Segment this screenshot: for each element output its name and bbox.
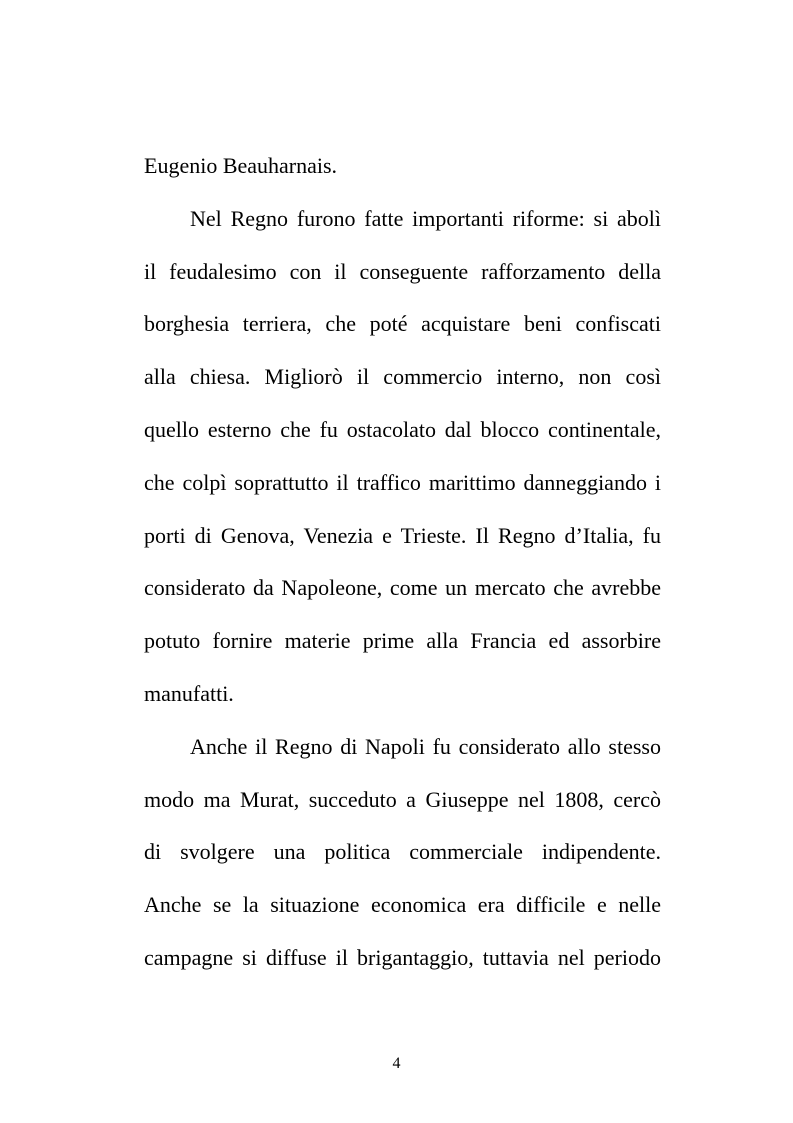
text-line: il feudalesimo con il conseguente rafforzamento della	[144, 258, 661, 284]
text-line: che colpì soprattutto il traffico marittimo danneggiando i	[144, 469, 661, 495]
text-line: campagne si diffuse il brigantaggio, tuttavia nel periodo	[144, 944, 661, 970]
text-line: considerato da Napoleone, come un mercato che avrebbe	[144, 575, 661, 601]
text-line: Eugenio Beauharnais.	[144, 153, 338, 178]
text-line: Nel Regno furono fatte importanti riforme: si abolì	[190, 205, 661, 231]
text-line: Anche se la situazione economica era difficile e nelle	[144, 892, 661, 918]
body-text	[144, 144, 661, 989]
text-line: Anche il Regno di Napoli fu considerato allo stesso	[190, 733, 661, 759]
page-number: 4	[392, 1055, 401, 1072]
text-line: modo ma Murat, succeduto a Giuseppe nel 1808, cercò	[144, 786, 661, 812]
text-line: manufatti.	[144, 680, 234, 706]
text-line: potuto fornire materie prime alla Francia ed assorbire	[144, 628, 661, 654]
text-line: porti di Genova, Venezia e Trieste. Il Regno d’Italia, fu	[144, 522, 661, 548]
text-line: alla chiesa. Migliorò il commercio interno, non così	[144, 364, 661, 390]
text-line: borghesia terriera, che poté acquistare beni confiscati	[144, 311, 661, 337]
text-line: quello esterno che fu ostacolato dal blocco continentale,	[144, 416, 661, 442]
text-line: di svolgere una politica commerciale indipendente.	[144, 839, 661, 865]
